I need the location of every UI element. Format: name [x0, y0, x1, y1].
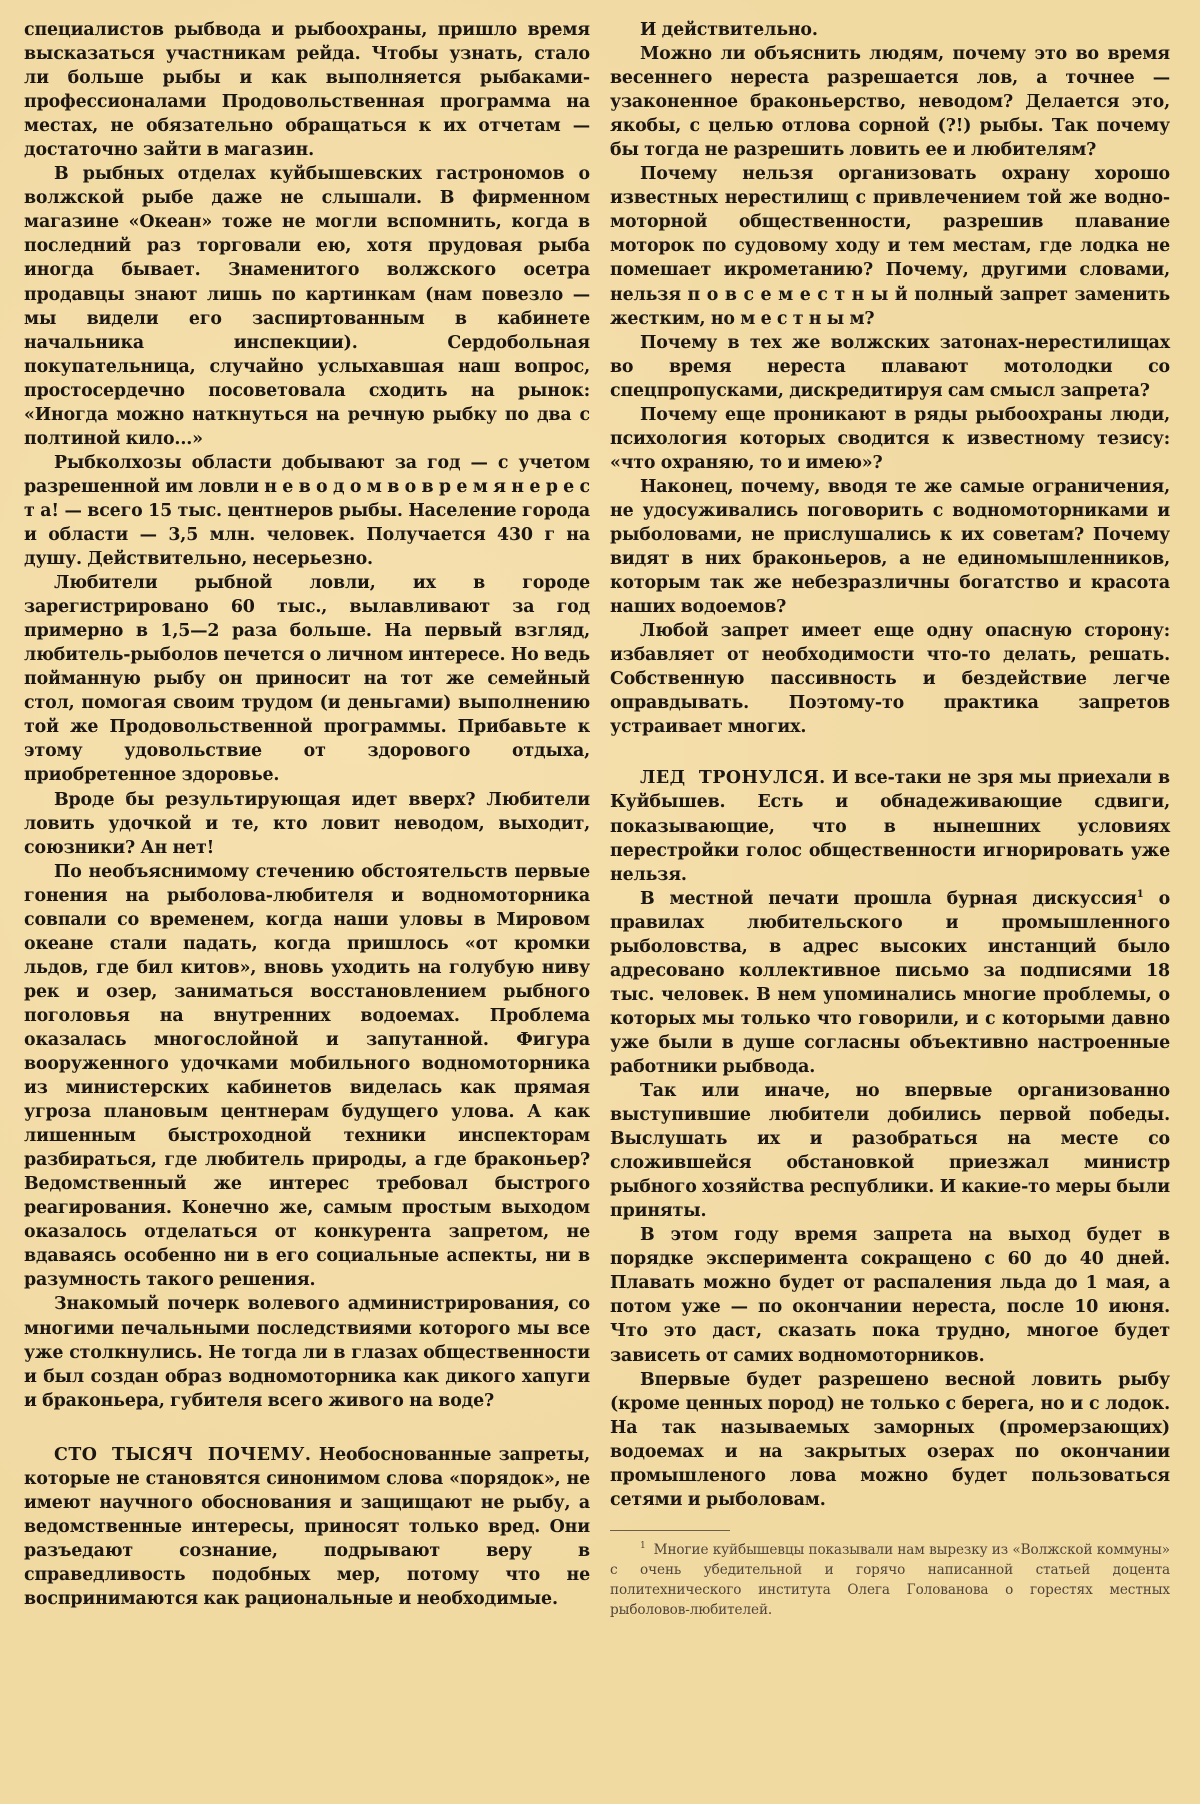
paragraph-text: В местной печати прошла бурная дискуссия [640, 888, 1137, 909]
article-paragraph: специалистов рыбвода и рыбоохраны, пришло время высказаться участникам рейда. Чтобы узнать, стало ли больше рыбы и как выполняется рыбаками-профессионалами Продовольственная программа на местах, не обязательно обращаться к их отчетам — достаточно зайти в магазин. [24, 20, 590, 161]
section-paragraph [610, 766, 1170, 886]
footnote-reference: 1 [1136, 888, 1144, 900]
section-paragraph [24, 1443, 590, 1611]
article-paragraph: По необъяснимому стечению обстоятельств первые гонения на рыболова-любителя и водномоторника совпали со временем, когда наши уловы в Мировом океане стали падать, когда пришлось «от кромки льдов, где бил китов», вновь уходить на голубую ниву рек и озер, заниматься восстановлением рыбного поголовья на внутренних водоемах. Проблема оказалась многослойной и запутанной. Фигура вооруженного удочками мобильного водномоторника из министерских кабинетов виделась как прямая угроза плановым центнерам будущего улова. А как лишенным быстроходной техники инспекторам разбираться, где любитель природы, а где браконьер? Ведомственный же интерес требовал быстрого реагирования. Конечно же, самым простым выходом оказалось отделаться от конкурента запретом, не вдаваясь особенно ни в его социальные аспекты, ни в разумность такого решения. [24, 861, 590, 1291]
article-paragraph: И действительно. [640, 20, 818, 40]
article-paragraph: В рыбных отделах куйбышевских гастрономов о волжской рыбе даже не слышали. В фирменном магазине «Океан» тоже не могли вспомнить, когда в последний раз торговали ею, хотя прудовая рыба иногда бывает. Знаменитого волжского осетра продавцы знают лишь по картинкам (нам повезло — мы видели его заспиртованным в кабинете начальника инспекции). Сердобольная покупательница, случайно услыхавшая наш вопрос, простосердечно посоветовала сходить на рынок: «Иногда можно наткнуться на речную рыбку по два с полтиной кило...» [24, 164, 590, 449]
section-text: Необоснованные запреты, которые не становятся синонимом слова «порядок», не имеют научного обоснования и защищают не рыбу, а ведомственные интересы, приносят только вред. Они разъедают сознание, подрывают веру в справедливость подобных мер, потому что не воспринимаются как рациональные и необходимые. [24, 1444, 590, 1609]
footnote-divider [610, 1530, 730, 1531]
footnote [610, 1541, 1170, 1621]
footnote-marker: 1 [640, 1541, 646, 1552]
article-paragraph: Впервые будет разрешено весной ловить рыбу (кроме ценных пород) не только с берега, но и с лодок. На так называемых заморных (промерзающих) водоемах и на закрытых озерах по окончании промышленого лова можно будет пользоваться сетями и рыболовам. [610, 1369, 1170, 1510]
article-paragraph [610, 887, 1170, 1079]
footnote-text: Многие куйбышевцы показывали нам вырезку из «Волжской коммуны» с очень убедительной и горячо написанной статьей доцента политехнического института Олега Голованова о горестях местных рыболовов-любителей. [610, 1541, 1170, 1618]
article-paragraph: Вроде бы результирующая идет вверх? Любители ловить удочкой и те, кто ловит неводом, выходит, союзники? Ан нет! [24, 789, 590, 858]
paragraph-text: о правилах любительского и промышленного рыболовства, в адрес высоких инстанций было адресовано коллективное письмо за подписями 18 тыс. человек. В нем упоминались многие проблемы, о которых мы только что говорили, и с которыми давно уже были в душе согласны объективно настроенные работники рыбвода. [610, 888, 1171, 1077]
article-paragraph: Можно ли объяснить людям, почему это во время весеннего нереста разрешается лов, а точнее — узаконенное браконьерство, неводом? Делается это, якобы, с целью отлова сорной (?!) рыбы. Так почему бы тогда не разрешить ловить ее и любителям? [610, 44, 1170, 161]
section-heading: СТО ТЫСЯЧ ПОЧЕМУ. [54, 1444, 312, 1465]
article-paragraph: Так или иначе, но впервые организованно выступившие любители добились первой победы. Выслушать их и разобраться на месте со сложившейся обстановкой приезжал министр рыбного хозяйства республики. И какие-то меры были приняты. [610, 1081, 1170, 1222]
article-paragraph: Любой запрет имеет еще одну опасную сторону: избавляет от необходимости что-то делать, решать. Собственную пассивность и бездействие легче оправдывать. Поэтому-то практика запретов устраивает многих. [610, 621, 1170, 738]
article-paragraph: Почему нельзя организовать охрану хорошо известных нерестилищ с привлечением той же водно-моторной общественности, разрешив плавание моторок по судовому ходу и тем местам, где лодка не помешает икрометанию? Почему, другими словами, нельзя п о в с е м е с т н ы й полный запрет заменить жестким, но м е с т н ы м? [610, 164, 1170, 329]
section-text: И все-таки не зря мы приехали в Куйбышев. Есть и обнадеживающие сдвиги, показывающие, что в нынешних условиях перестройки голос общественности игнорировать уже нельзя. [610, 768, 1170, 885]
article-paragraph: Почему еще проникают в ряды рыбоохраны люди, психология которых сводится к известному тезису: «что охраняю, то и имею»? [610, 404, 1170, 473]
section-heading: ЛЕД ТРОНУЛСЯ. [640, 768, 826, 789]
article-paragraph: Знакомый почерк волевого администрирования, со многими печальными последствиями которого мы все уже столкнулись. Не тогда ли в глазах общественности и был создан образ водномоторника как дикого хапуги и браконьера, губителя всего живого на воде? [24, 1294, 590, 1411]
article-paragraph: Любители рыбной ловли, их в городе зарегистрировано 60 тыс., вылавливают за год примерно в 1,5—2 раза больше. На первый взгляд, любитель-рыболов печется о личном интересе. Но ведь пойманную рыбу он приносит на тот же семейный стол, помогая своим трудом (и деньгами) выполнению той же Продовольственной программы. Прибавьте к этому удовольствие от здорового отдыха, приобретенное здоровье. [24, 573, 590, 786]
left-column [24, 18, 590, 1611]
article-paragraph: Наконец, почему, вводя те же самые ограничения, не удосуживались поговорить с водномоторниками и рыболовами, не прислушались к их советам? Почему видят в них браконьеров, а не единомышленников, которым так же небезразличны богатство и красота наших водоемов? [610, 476, 1170, 618]
article-paragraph: Рыбколхозы области добывают за год — с учетом разрешенной им ловли н е в о д о м в о в р е м я н е р е с т а! — всего 15 тыс. центнеров рыбы. Население города и области — 3,5 млн. человек. Получается 430 г на душу. Действительно, несерьезно. [24, 452, 590, 570]
article-columns [24, 18, 1170, 1621]
article-paragraph: Почему в тех же волжских затонах-нерестилищах во время нереста плавают мотолодки со спецпропусками, дискредитируя сам смысл запрета? [610, 332, 1170, 401]
article-paragraph: В этом году время запрета на выход будет в порядке эксперимента сокращено с 60 до 40 дней. Плавать можно будет от распаления льда до 1 мая, а потом уже — по окончании нереста, после 10 июня. Что это даст, сказать пока трудно, многое будет зависеть от самих водномоторников. [610, 1225, 1170, 1366]
right-column [610, 18, 1170, 1621]
